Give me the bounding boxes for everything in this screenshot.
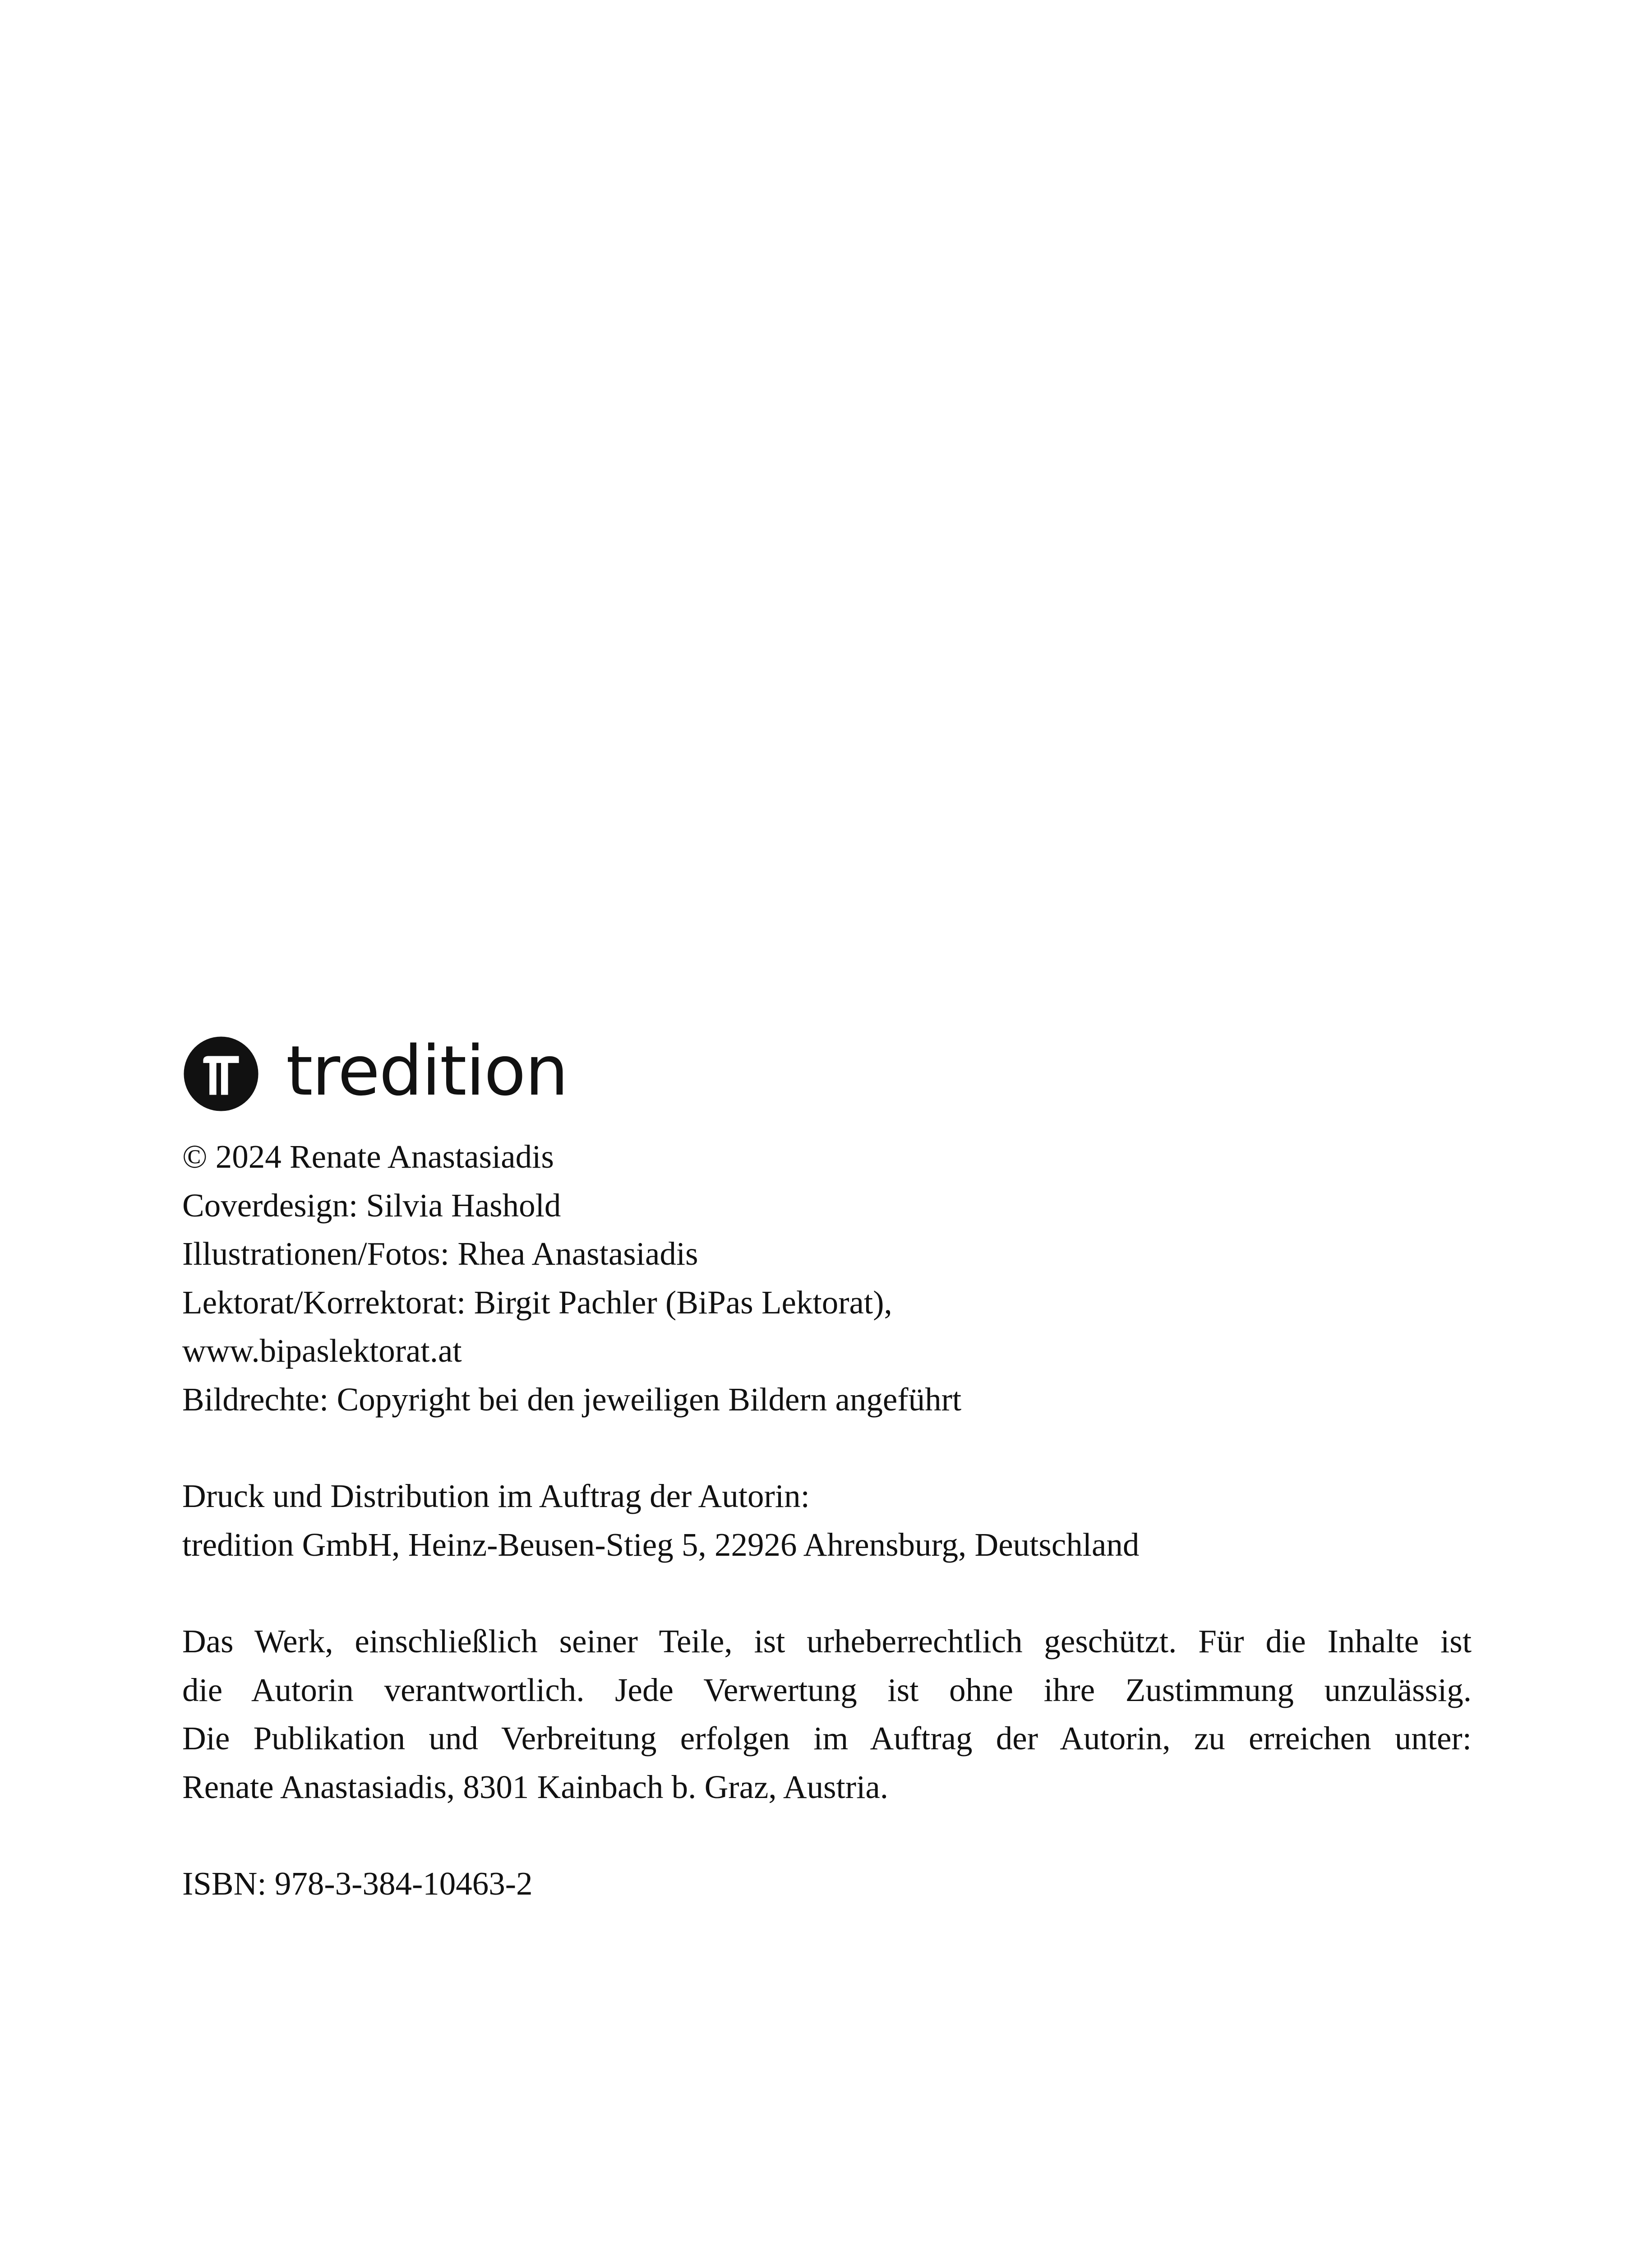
isbn-block [182, 1859, 1472, 1908]
illustrations-line: Illustrationen/Fotos: Rhea Anastasiadis [182, 1235, 698, 1272]
imprint-text [182, 1133, 1472, 1908]
legal-notice-line: Das Werk, einschließlich seiner Teile, ist urheberrechtlich geschützt. Für die Inhalte ist [182, 1623, 1472, 1660]
cover-design-line: Coverdesign: Silvia Hashold [182, 1187, 561, 1224]
legal-notice-line: Renate Anastasiadis, 8301 Kainbach b. Graz, Austria. [182, 1768, 889, 1805]
logo-wordmark: tredition [286, 1031, 568, 1111]
image-rights-line: Bildrechte: Copyright bei den jeweiligen Bildern angeführt [182, 1381, 962, 1418]
credits-block [182, 1133, 1472, 1424]
tredition-logo-icon [182, 1035, 260, 1113]
copyright-line: © 2024 Renate Anastasiadis [182, 1138, 554, 1175]
legal-notice-line: Die Publikation und Verbreitung erfolgen im Auftrag der Autorin, zu erreichen unter: [182, 1720, 1472, 1757]
legal-notice-line: die Autorin verantwortlich. Jede Verwertung ist ohne ihre Zustimmung unzulässig. [182, 1671, 1472, 1708]
isbn-line: ISBN: 978-3-384-10463-2 [182, 1865, 533, 1902]
distribution-heading: Druck und Distribution im Auftrag der Autorin: [182, 1478, 810, 1514]
editing-website-line: www.bipaslektorat.at [182, 1332, 462, 1369]
publisher-address: tredition GmbH, Heinz-Beusen-Stieg 5, 22926 Ahrensburg, Deutschland [182, 1526, 1140, 1563]
legal-notice-block [182, 1617, 1472, 1811]
editing-line: Lektorat/Korrektorat: Birgit Pachler (BiPas Lektorat), [182, 1284, 892, 1321]
distribution-block [182, 1472, 1472, 1569]
publisher-logo [182, 1033, 568, 1114]
